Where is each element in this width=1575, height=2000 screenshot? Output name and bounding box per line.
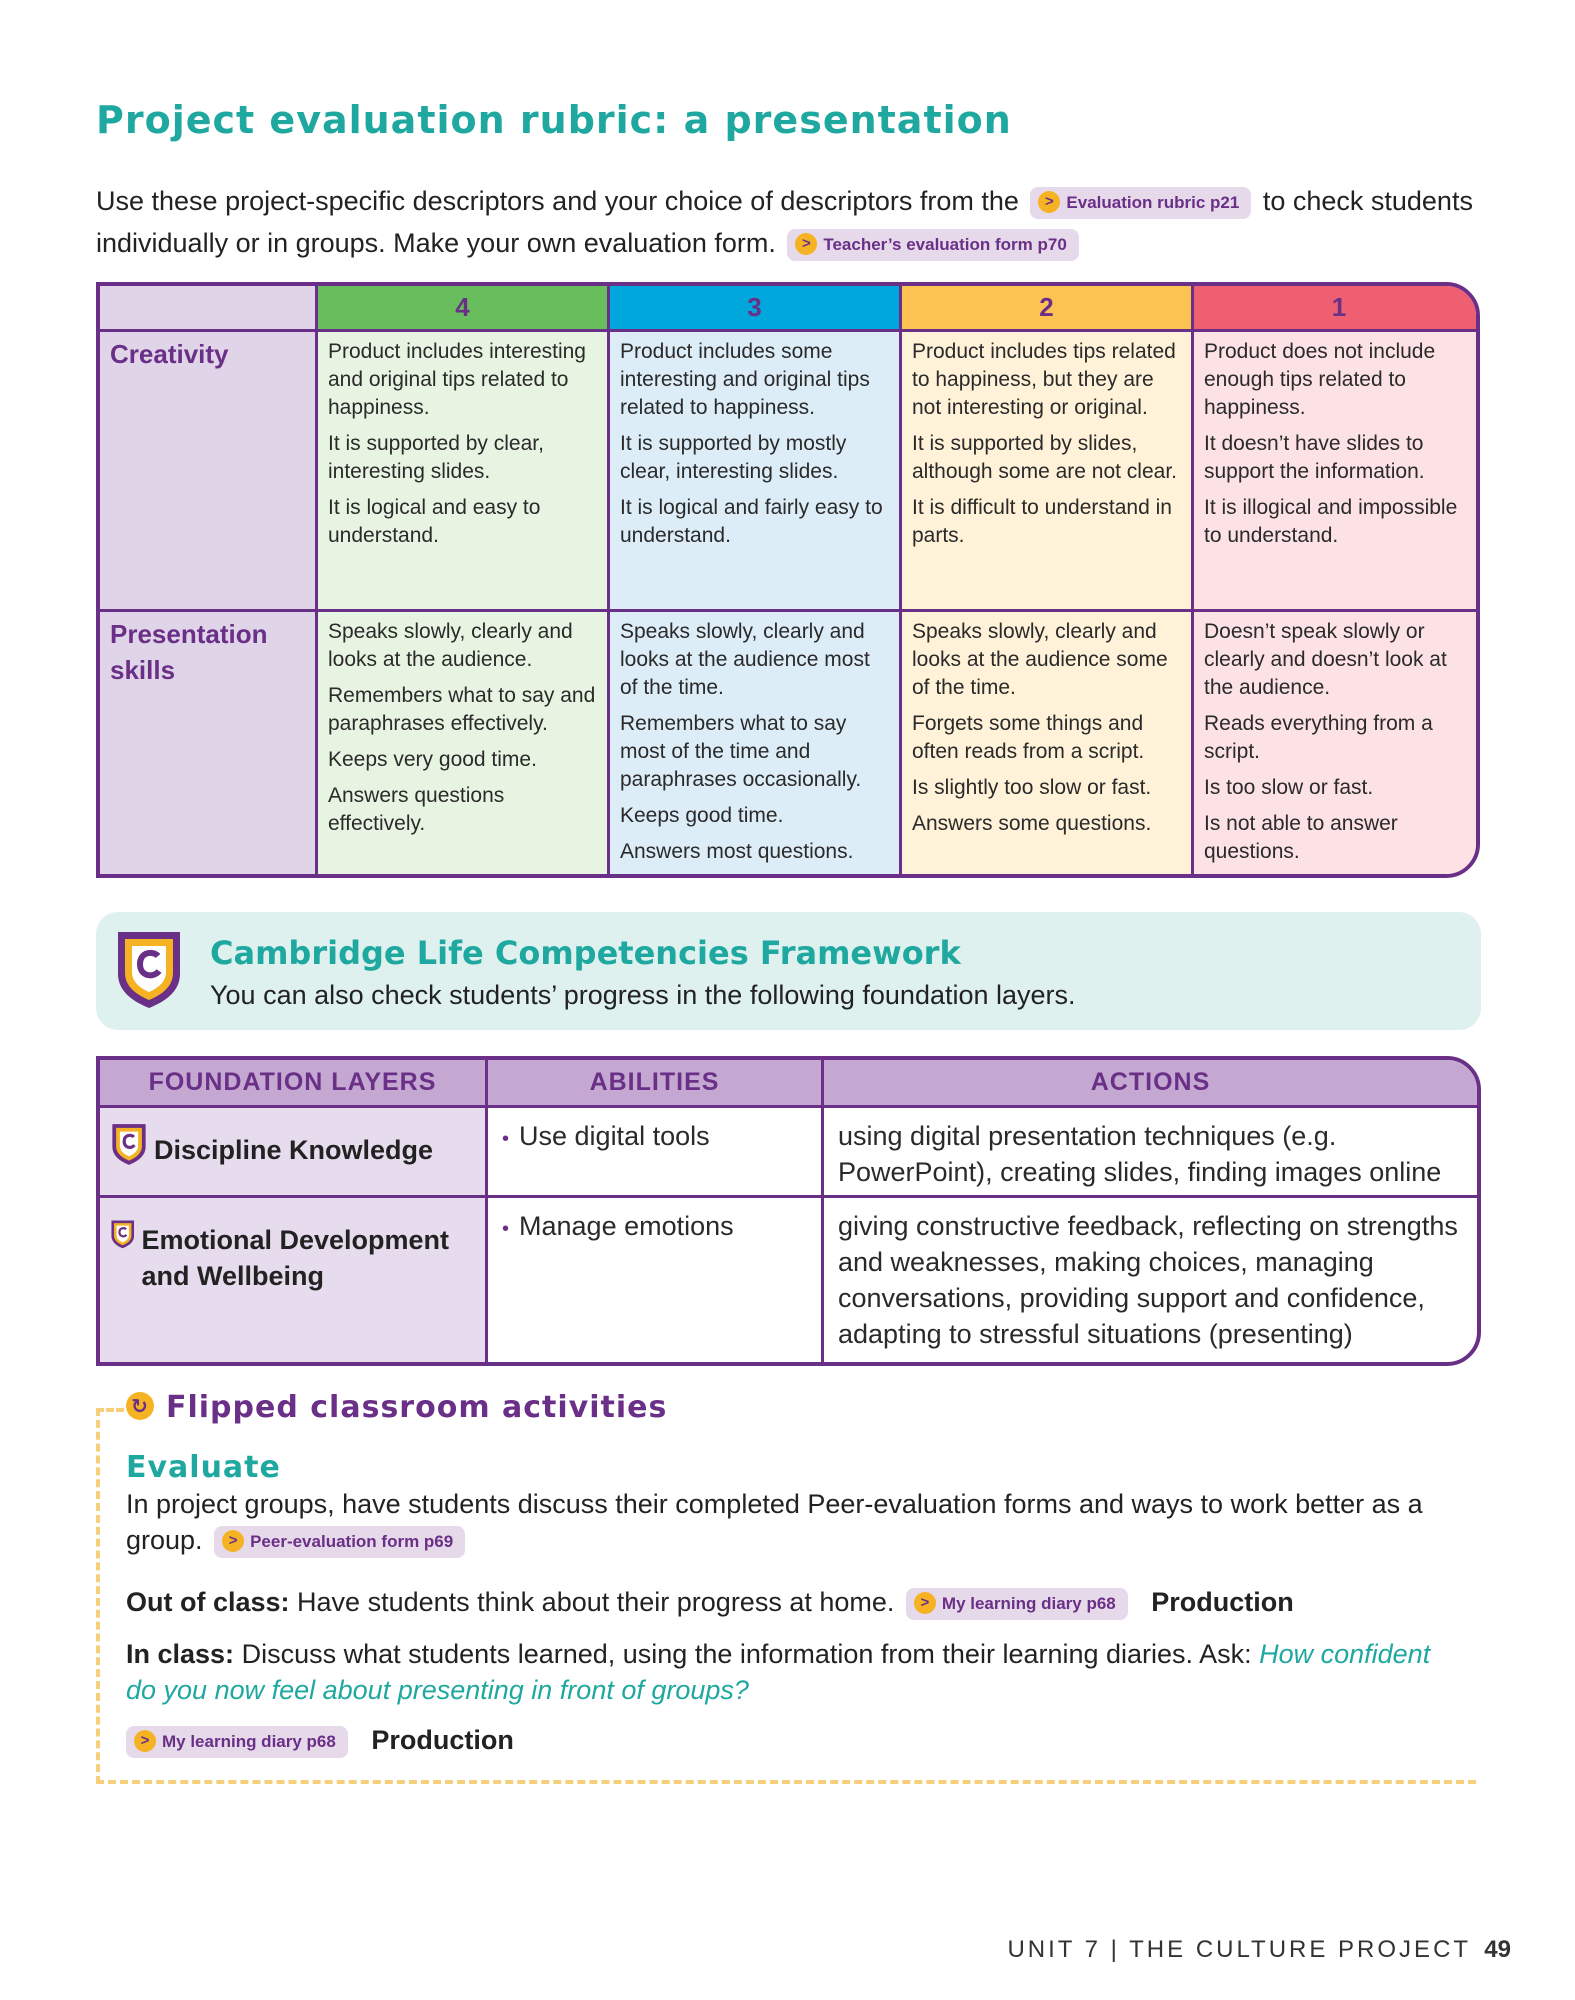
learning-diary-link[interactable] — [126, 1726, 348, 1758]
evaluate-heading: Evaluate — [126, 1450, 281, 1485]
descriptor: Speaks slowly, clearly and looks at the audience some of the time. — [912, 620, 1168, 699]
teacher-evaluation-form-link[interactable] — [787, 229, 1078, 261]
cambridge-shield-icon — [114, 928, 184, 1010]
descriptor: Product includes some interesting and original tips related to happiness. — [620, 340, 870, 419]
flipped-heading-text: Flipped classroom activities — [166, 1390, 668, 1425]
descriptor: It is supported by mostly clear, interesting slides. — [620, 432, 847, 483]
descriptor: Product includes tips related to happiness, but they are not interesting or original. — [912, 340, 1176, 419]
evaluation-rubric-link[interactable] — [1030, 187, 1251, 219]
layer-label: Discipline Knowledge — [154, 1135, 434, 1165]
in-class-label: In class: — [126, 1639, 235, 1669]
intro-paragraph — [96, 180, 1486, 264]
footer-unit: UNIT 7 | THE CULTURE PROJECT — [1007, 1936, 1471, 1963]
descriptor: Reads everything from a script. — [1204, 712, 1433, 763]
page-title: Project evaluation rubric: a presentation — [96, 98, 1012, 142]
descriptor: Answers some questions. — [912, 812, 1152, 835]
page-number: 49 — [1484, 1936, 1511, 1963]
tag-label: My learning diary p68 — [162, 1731, 336, 1751]
descriptor: It is supported by slides, although some are not clear. — [912, 432, 1178, 483]
evaluate-paragraph — [126, 1486, 1456, 1558]
descriptor: Is not able to answer questions. — [1204, 812, 1398, 863]
production-label: Production — [1151, 1587, 1294, 1617]
in-class-links — [126, 1722, 1456, 1758]
chevron-right-icon: > — [222, 1530, 244, 1552]
presentation-score-4 — [318, 612, 610, 878]
creativity-score-1 — [1194, 332, 1480, 612]
descriptor: Is too slow or fast. — [1204, 776, 1374, 799]
descriptor: Doesn’t speak slowly or clearly and doesn’t look at the audience. — [1204, 620, 1447, 699]
score-header-3: 3 — [610, 286, 902, 332]
chevron-right-icon: > — [914, 1592, 936, 1614]
descriptor: Speaks slowly, clearly and looks at the audience most of the time. — [620, 620, 870, 699]
chevron-right-icon: > — [795, 233, 817, 255]
refresh-icon: ↻ — [126, 1392, 154, 1420]
ability-cell — [488, 1108, 824, 1198]
rubric-table — [96, 282, 1480, 878]
descriptor: Remembers what to say most of the time and paraphrases occasionally. — [620, 712, 862, 791]
descriptor: It is logical and fairly easy to understand. — [620, 496, 883, 547]
in-class-text: Discuss what students learned, using the information from their learning diaries. Ask: — [241, 1639, 1252, 1669]
header-actions: ACTIONS — [824, 1060, 1477, 1108]
flipped-heading — [126, 1390, 667, 1425]
descriptor: Remembers what to say and paraphrases effectively. — [328, 684, 596, 735]
out-of-class-label: Out of class: — [126, 1587, 290, 1617]
cambridge-shield-icon — [110, 1212, 135, 1256]
descriptor: It doesn’t have slides to support the information. — [1204, 432, 1425, 483]
clc-title: Cambridge Life Competencies Framework — [210, 934, 961, 972]
creativity-score-4 — [318, 332, 610, 612]
row-label-creativity: Creativity — [100, 332, 318, 612]
descriptor: Product includes interesting and original tips related to happiness. — [328, 340, 586, 419]
page-footer — [1007, 1936, 1511, 1964]
tag-label: Evaluation rubric p21 — [1066, 192, 1240, 212]
bullet-icon: • — [502, 1218, 510, 1240]
creativity-score-2 — [902, 332, 1194, 612]
peer-evaluation-form-link[interactable] — [214, 1526, 465, 1558]
out-of-class-paragraph — [126, 1584, 1456, 1620]
descriptor: It is supported by clear, interesting slides. — [328, 432, 544, 483]
evaluate-text: In project groups, have students discuss their completed Peer-evaluation forms and ways to work better as a group. — [126, 1489, 1423, 1555]
layer-emotional-development — [100, 1198, 488, 1362]
chevron-right-icon: > — [1038, 191, 1060, 213]
ability-text: Use digital tools — [519, 1121, 710, 1151]
learning-diary-link[interactable] — [906, 1588, 1128, 1620]
header-foundation-layers: FOUNDATION LAYERS — [100, 1060, 488, 1108]
creativity-score-3 — [610, 332, 902, 612]
production-label: Production — [371, 1725, 514, 1755]
descriptor: Keeps good time. — [620, 804, 784, 827]
actions-cell: giving constructive feedback, reflecting on strengths and weaknesses, making choices, managing conversations, providing support and confidence, adapting to stressful situations (presenting) — [838, 1211, 1458, 1349]
descriptor: Forgets some things and often reads from a script. — [912, 712, 1145, 763]
descriptor: It is logical and easy to understand. — [328, 496, 541, 547]
descriptor: Answers questions effectively. — [328, 784, 505, 835]
presentation-score-2 — [902, 612, 1194, 878]
foundation-table — [96, 1056, 1481, 1366]
flipped-border-top — [96, 1408, 124, 1412]
ability-cell — [488, 1198, 824, 1362]
score-header-1: 1 — [1194, 286, 1480, 332]
descriptor: It is difficult to understand in parts. — [912, 496, 1172, 547]
actions-cell: using digital presentation techniques (e.g. PowerPoint), creating slides, finding images online — [824, 1108, 1477, 1198]
clc-subtitle: You can also check students’ progress in the following foundation layers. — [210, 980, 1076, 1010]
row-label-presentation-skills: Presentation skills — [100, 612, 318, 878]
score-header-2: 2 — [902, 286, 1194, 332]
header-abilities: ABILITIES — [488, 1060, 824, 1108]
layer-discipline-knowledge — [100, 1108, 488, 1198]
intro-text-1: Use these project-specific descriptors and your choice of descriptors from the — [96, 186, 1019, 216]
tag-label: My learning diary p68 — [941, 1593, 1116, 1613]
in-class-paragraph — [126, 1636, 1456, 1708]
intro-text-2: to check students individually or in groups. Make your own evaluation form. — [96, 186, 1473, 258]
cambridge-shield-icon — [110, 1122, 148, 1166]
chevron-right-icon: > — [134, 1730, 156, 1752]
descriptor: Product does not include enough tips related to happiness. — [1204, 340, 1436, 419]
rubric-corner — [100, 286, 318, 332]
descriptor: Keeps very good time. — [328, 748, 537, 771]
presentation-score-3 — [610, 612, 902, 878]
descriptor: Speaks slowly, clearly and looks at the audience. — [328, 620, 573, 671]
tag-label: Peer-evaluation form p69 — [250, 1531, 454, 1551]
descriptor: Answers most questions. — [620, 840, 854, 863]
descriptor: It is illogical and impossible to understand. — [1204, 496, 1458, 547]
clc-framework-box — [96, 912, 1481, 1030]
out-of-class-text: Have students think about their progress at home. — [297, 1587, 895, 1617]
bullet-icon: • — [502, 1128, 510, 1150]
ability-text: Manage emotions — [519, 1211, 734, 1241]
tag-label: Teacher’s evaluation form p70 — [823, 234, 1067, 254]
layer-label: Emotional Development and Wellbeing — [141, 1225, 450, 1291]
presentation-score-1 — [1194, 612, 1480, 878]
score-header-4: 4 — [318, 286, 610, 332]
in-class-question: How confident do you now feel about presenting in front of groups? — [126, 1639, 1431, 1705]
descriptor: Is slightly too slow or fast. — [912, 776, 1152, 799]
